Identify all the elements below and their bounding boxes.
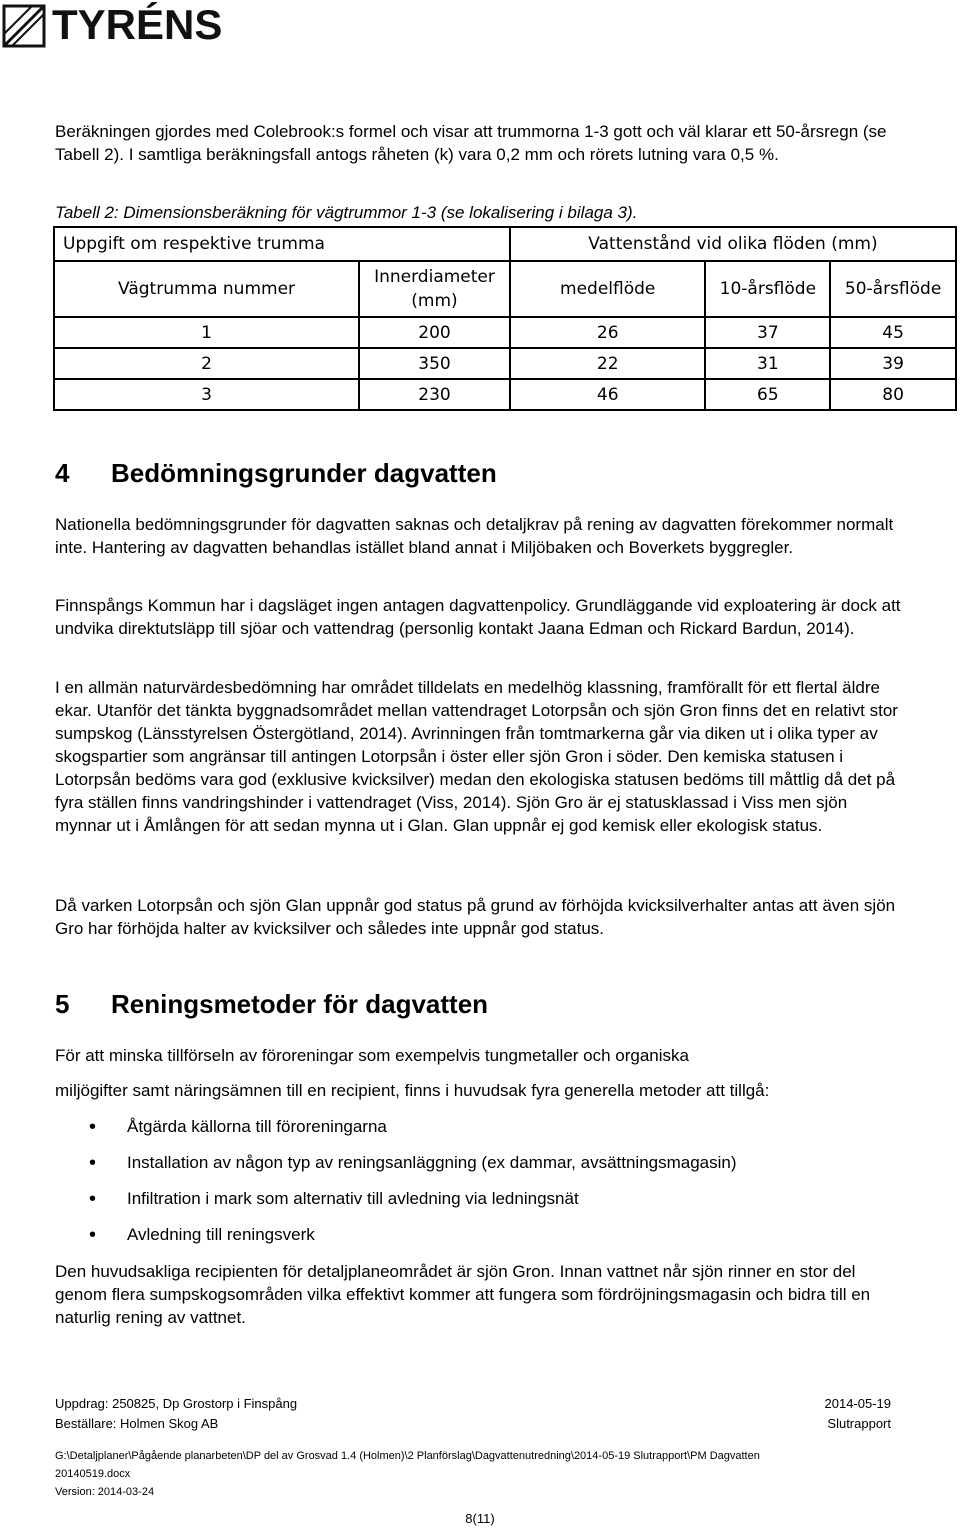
section-4-paragraph-1: Nationella bedömningsgrunder för dagvatten saknas och detaljkrav på rening av dagvatten förekommer normalt inte. Hantering av dagvatten behandlas istället bland annat i Miljöbaken och Boverkets byggregler. bbox=[55, 515, 894, 557]
table-cell: 350 bbox=[359, 348, 510, 379]
company-logo bbox=[0, 0, 240, 52]
column-header-50-arsflode: 50-årsflöde bbox=[830, 261, 956, 317]
list-item: • Installation av någon typ av reningsanläggning (ex dammar, avsättningsmagasin) bbox=[55, 1149, 737, 1185]
table-cell: 39 bbox=[830, 348, 956, 379]
list-item: • Avledning till reningsverk bbox=[55, 1221, 737, 1257]
table-cell: 31 bbox=[705, 348, 830, 379]
page-number: 8(11) bbox=[465, 1511, 495, 1526]
methods-list bbox=[55, 1113, 737, 1257]
table-cell: 230 bbox=[359, 379, 510, 410]
footer-path-line-2: 20140519.docx bbox=[55, 1468, 131, 1480]
table-cell: 1 bbox=[54, 317, 359, 348]
footer-uppdrag: Uppdrag: 250825, Dp Grostorp i Finspång bbox=[55, 1396, 298, 1411]
intro-paragraph: Beräkningen gjordes med Colebrook:s formel och visar att trummorna 1-3 gott och väl klarar ett 50-årsregn (se Tabell 2). I samtliga beräkningsfall antogs råheten (k) vara 0,2 mm och rörets lutning vara 0,5 %. bbox=[55, 122, 887, 164]
table-cell: 46 bbox=[510, 379, 706, 410]
table-cell: 45 bbox=[830, 317, 956, 348]
dimension-table bbox=[53, 226, 957, 411]
table-cell: 26 bbox=[510, 317, 706, 348]
column-header-medelflode: medelflöde bbox=[510, 261, 706, 317]
section-5-paragraph-2: Den huvudsakliga recipienten för detaljplaneområdet är sjön Gron. Innan vattnet når sjön rinner en stor del genom flera sumpskogsområden vilka effektivt kommer att fungera som fördröjningsmagasin och bidra till en naturlig rening av vattnet. bbox=[55, 1262, 871, 1327]
section-4-title: Bedömningsgrunder dagvatten bbox=[111, 458, 497, 488]
diameter-label-2: (mm) bbox=[411, 291, 458, 311]
section-4-paragraph-4: Då varken Lotorpsån och sjön Glan uppnår god status på grund av förhöjda kvicksilverhalter antas att även sjön Gro har förhöjda halter av kvicksilver och således inte uppnår god status. bbox=[55, 896, 896, 938]
list-item: • Infiltration i mark som alternativ till avledning via ledningsnät bbox=[55, 1185, 737, 1221]
table-caption: Tabell 2: Dimensionsberäkning för vägtrummor 1-3 (se lokalisering i bilaga 3). bbox=[55, 203, 638, 222]
table-cell: 200 bbox=[359, 317, 510, 348]
table-group-header-vattenstand bbox=[510, 227, 956, 261]
group1-label: Uppgift om respektive trumma bbox=[63, 234, 325, 254]
column-header-nummer: Vägtrumma nummer bbox=[54, 261, 359, 317]
table-row bbox=[54, 348, 956, 379]
section-4-number: 4 bbox=[55, 458, 70, 488]
table-cell: 80 bbox=[830, 379, 956, 410]
table-cell: 65 bbox=[705, 379, 830, 410]
column-header-diameter bbox=[359, 261, 510, 317]
footer-date: 2014-05-19 bbox=[824, 1396, 891, 1411]
table-row bbox=[54, 317, 956, 348]
list-item: • Åtgärda källorna till föroreningarna bbox=[55, 1113, 737, 1149]
logo-mark-icon bbox=[2, 4, 46, 48]
table-cell: 3 bbox=[54, 379, 359, 410]
column-header-10-arsflode: 10-årsflöde bbox=[705, 261, 830, 317]
logo-text: TYRÉNS bbox=[52, 1, 223, 48]
footer-version: Version: 2014-03-24 bbox=[55, 1486, 155, 1498]
section-5-title: Reningsmetoder för dagvatten bbox=[111, 989, 489, 1019]
table-cell: 22 bbox=[510, 348, 706, 379]
section-5-paragraph-1a: För att minska tillförseln av föroreningar som exempelvis tungmetaller och organiska bbox=[55, 1046, 689, 1065]
section-5-heading bbox=[55, 989, 488, 1019]
section-5-number: 5 bbox=[55, 989, 70, 1019]
table-group-header-trumma bbox=[54, 227, 510, 261]
diameter-label-1: Innerdiameter bbox=[374, 267, 495, 287]
footer-path-line-1: G:\Detaljplaner\Pågående planarbeten\DP del av Grosvad 1.4 (Holmen)\2 Planförslag\Dagvattenutredning\2014-05-19 Slutrapport\PM Dagvatten bbox=[55, 1450, 760, 1462]
table-cell: 37 bbox=[705, 317, 830, 348]
section-4-heading bbox=[55, 458, 497, 488]
group2-label: Vattenstånd vid olika flöden (mm) bbox=[588, 234, 878, 254]
table-row bbox=[54, 379, 956, 410]
section-4-paragraph-2: Finnspångs Kommun har i dagsläget ingen antagen dagvattenpolicy. Grundläggande vid exploatering är dock att undvika direktutsläpp till sjöar och vattendrag (personlig kontakt Jaana Edman och Rickard Bardun, 2014). bbox=[55, 596, 901, 638]
section-5-paragraph-1b: miljögifter samt näringsämnen till en recipient, finns i huvudsak fyra generella metoder att tillgå: bbox=[55, 1081, 770, 1100]
table-cell: 2 bbox=[54, 348, 359, 379]
footer-doc-type: Slutrapport bbox=[827, 1416, 891, 1431]
section-4-paragraph-3: I en allmän naturvärdesbedömning har området tilldelats en medelhög klassning, framförallt för ett flertal äldre ekar. Utanför det tänkta byggnadsområdet mellan vattendraget Lotorpsån och sjön Gron finns det en relativt stor sumpskog (Länsstyrelsen Östergötland, 2014). Avrinningen från tomtmarkerna går via diken ut i olika typer av skogspartier som angränsar till antingen Lotorpsån i öster eller sjön Gron i söder. Den kemiska statusen i Lotorpsån bedöms vara god (exklusive kvicksilver) medan den ekologiska statusen bedöms till måttlig då det på fyra ställen finns vandringshinder i vattendraget (Viss, 2014). Sjön Gro är ej statusklassad i Viss men sjön mynnar ut i Åmlången för att sedan mynna ut i Glan. Glan uppnår ej god kemisk eller ekologisk status. bbox=[55, 678, 898, 835]
footer-bestallare: Beställare: Holmen Skog AB bbox=[55, 1416, 219, 1431]
